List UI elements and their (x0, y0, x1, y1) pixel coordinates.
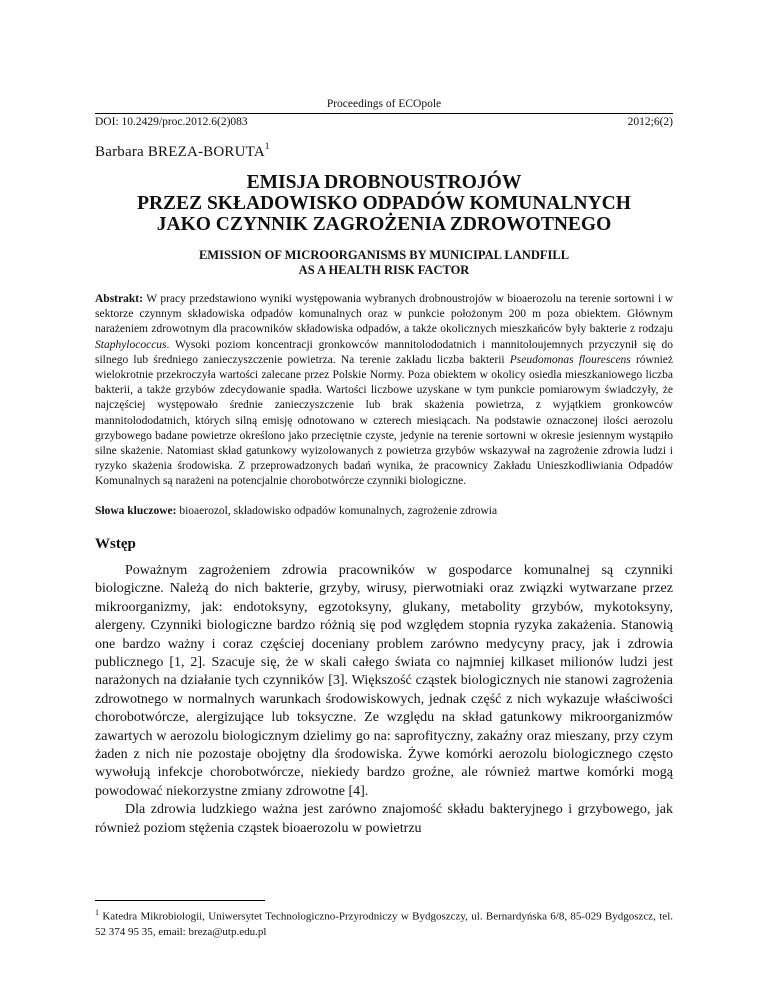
keywords-text: bioaerozol, składowisko odpadów komunalnych, zagrożenie zdrowia (176, 505, 498, 517)
author-name: Barbara BREZA-BORUTA (95, 144, 265, 160)
doi: DOI: 10.2429/proc.2012.6(2)083 (95, 116, 248, 128)
title-english-line-1: EMISSION OF MICROORGANISMS BY MUNICIPAL LANDFILL (198, 248, 570, 262)
title-polish-line-1: EMISJA DROBNOUSTROJÓW (246, 172, 522, 193)
title-polish (95, 172, 673, 235)
abstract-text-3: również wielokrotnie przekroczyła wartości zalecane przez Polskie Normy. Poza obiektem w okolicy osiedla mieszkaniowego liczba bakterii, a także grzybów zdecydowanie spadła. Wartości liczbowe uzyskane w tym punkcie pomiarowym świadczyły, że najczęściej występowało średnie zanieczyszczenie lub brak skażenia powietrza, z wyjątkiem gronkowców mannitolododatnich, których silną emisję odnotowano w czterech miesiącach. Na podstawie oznaczonej ilości aerozolu grzybowego badane powietrze określono jako przeciętnie czyste, jedynie na terenie sortowni w okresie jesiennym wystąpiło silne skażenie. Natomiast skład gatunkowy wyizolowanych z powietrza grzybów wskazywał na zagrożenie zdrowia ludzi i ryzyko skażenia środowiska. Z przeprowadzonych badań wynika, że pracownicy Zakładu Unieszkodliwiania Odpadów Komunalnych są narażeni na potencjalnie chorobotwórcze czynniki biologiczne. (95, 353, 673, 488)
author (95, 142, 270, 161)
paragraph: Dla zdrowia ludzkiego ważna jest zarówno znajomość składu bakteryjnego i grzybowego, jak również poziom stężenia cząstek bioaerozolu w powietrzu (95, 802, 673, 836)
abstract-text-1: W pracy przedstawiono wyniki występowania wybranych drobnoustrojów w bioaerozolu na terenie sortowni i w sektorze czynnym składowiska odpadów komunalnych oraz w punkcie położonym 200 m poza obiektem. Głównym narażeniem zdrowotnym dla pracowników składowiska odpadów, a także okolicznych mieszkańców były bakterie z rodzaju (95, 293, 673, 336)
title-english-line-2: AS A HEALTH RISK FACTOR (298, 263, 470, 277)
title-polish-line-3: JAKO CZYNNIK ZAGROŻENIA ZDROWOTNEGO (156, 214, 612, 235)
keywords (95, 505, 673, 517)
volume-issue: 2012;6(2) (627, 116, 673, 128)
footnote (95, 905, 673, 940)
keywords-label: Słowa kluczowe: (95, 505, 177, 517)
abstract-text-2: . Wysoki poziom koncentracji gronkowców mannitolododatnich i mannitoloujemnych przyczynił się do silnego lub średniego zanieczyszczenie powietrza. Na terenie zakładu liczba bakterii (95, 338, 673, 366)
section-heading: Wstęp (95, 536, 136, 552)
footnote-mark: 1 (95, 908, 99, 917)
header-rule (95, 113, 673, 114)
footnote-rule (95, 900, 265, 901)
abstract-italic-2: Pseudomonas flourescens (509, 353, 631, 366)
journal-name: Proceedings of ECOpole (326, 98, 442, 110)
abstract-italic-1: Staphylococcus (95, 338, 167, 351)
footnote-text: Katedra Mikrobiologii, Uniwersytet Technologiczno-Przyrodniczy w Bydgoszczy, ul. Bernardyńska 6/8, 85-029 Bydgoszcz, tel. 52 374 95 35, email: breza@utp.edu.pl (95, 910, 673, 938)
abstract-label: Abstrakt: (95, 293, 143, 305)
body-text (95, 562, 673, 838)
author-footnote-mark: 1 (264, 141, 270, 151)
title-english (95, 248, 673, 278)
abstract (95, 292, 673, 490)
paragraph: Poważnym zagrożeniem zdrowia pracowników w gospodarce komunalnej są czynniki biologiczne. Należą do nich bakterie, grzyby, wirusy, pierwotniaki oraz związki wytwarzane przez mikroorganizmy, jak: endotoksyny, egzotoksyny, glukany, metabolity grzybów, mykotoksyny, alergeny. Czynniki biologiczne bardzo różnią się pod względem stopnia ryzyka zakażenia. Stanowią one bardzo ważny i coraz częściej doceniany problem zarówno medycyny pracy, jak i zdrowia publicznego [1, 2]. Szacuje się, że w skali całego świata co najmniej kilkaset milionów ludzi jest narażonych na działanie tych czynników [3]. Większość cząstek biologicznych nie stanowi zagrożenia zdrowotnego w normalnych warunkach środowiskowych, jednak część z nich wykazuje właściwości chorobotwórcze, alergizujące lub toksyczne. Ze względu na skład gatunkowy mikroorganizmów zawartych w aerozolu biologicznym dzielimy go na: saprofityczny, zakaźny oraz mieszany, przy czym żaden z nich nie pozostaje obojętny dla środowiska. Żywe komórki aerozolu biologicznego często wywołują infekcje chorobotwórcze, niekiedy bardzo groźne, ale również martwe komórki mogą powodować niekorzystne zmiany zdrowotne [4]. (95, 563, 673, 799)
title-polish-line-2: PRZEZ SKŁADOWISKO ODPADÓW KOMUNALNYCH (137, 193, 631, 214)
